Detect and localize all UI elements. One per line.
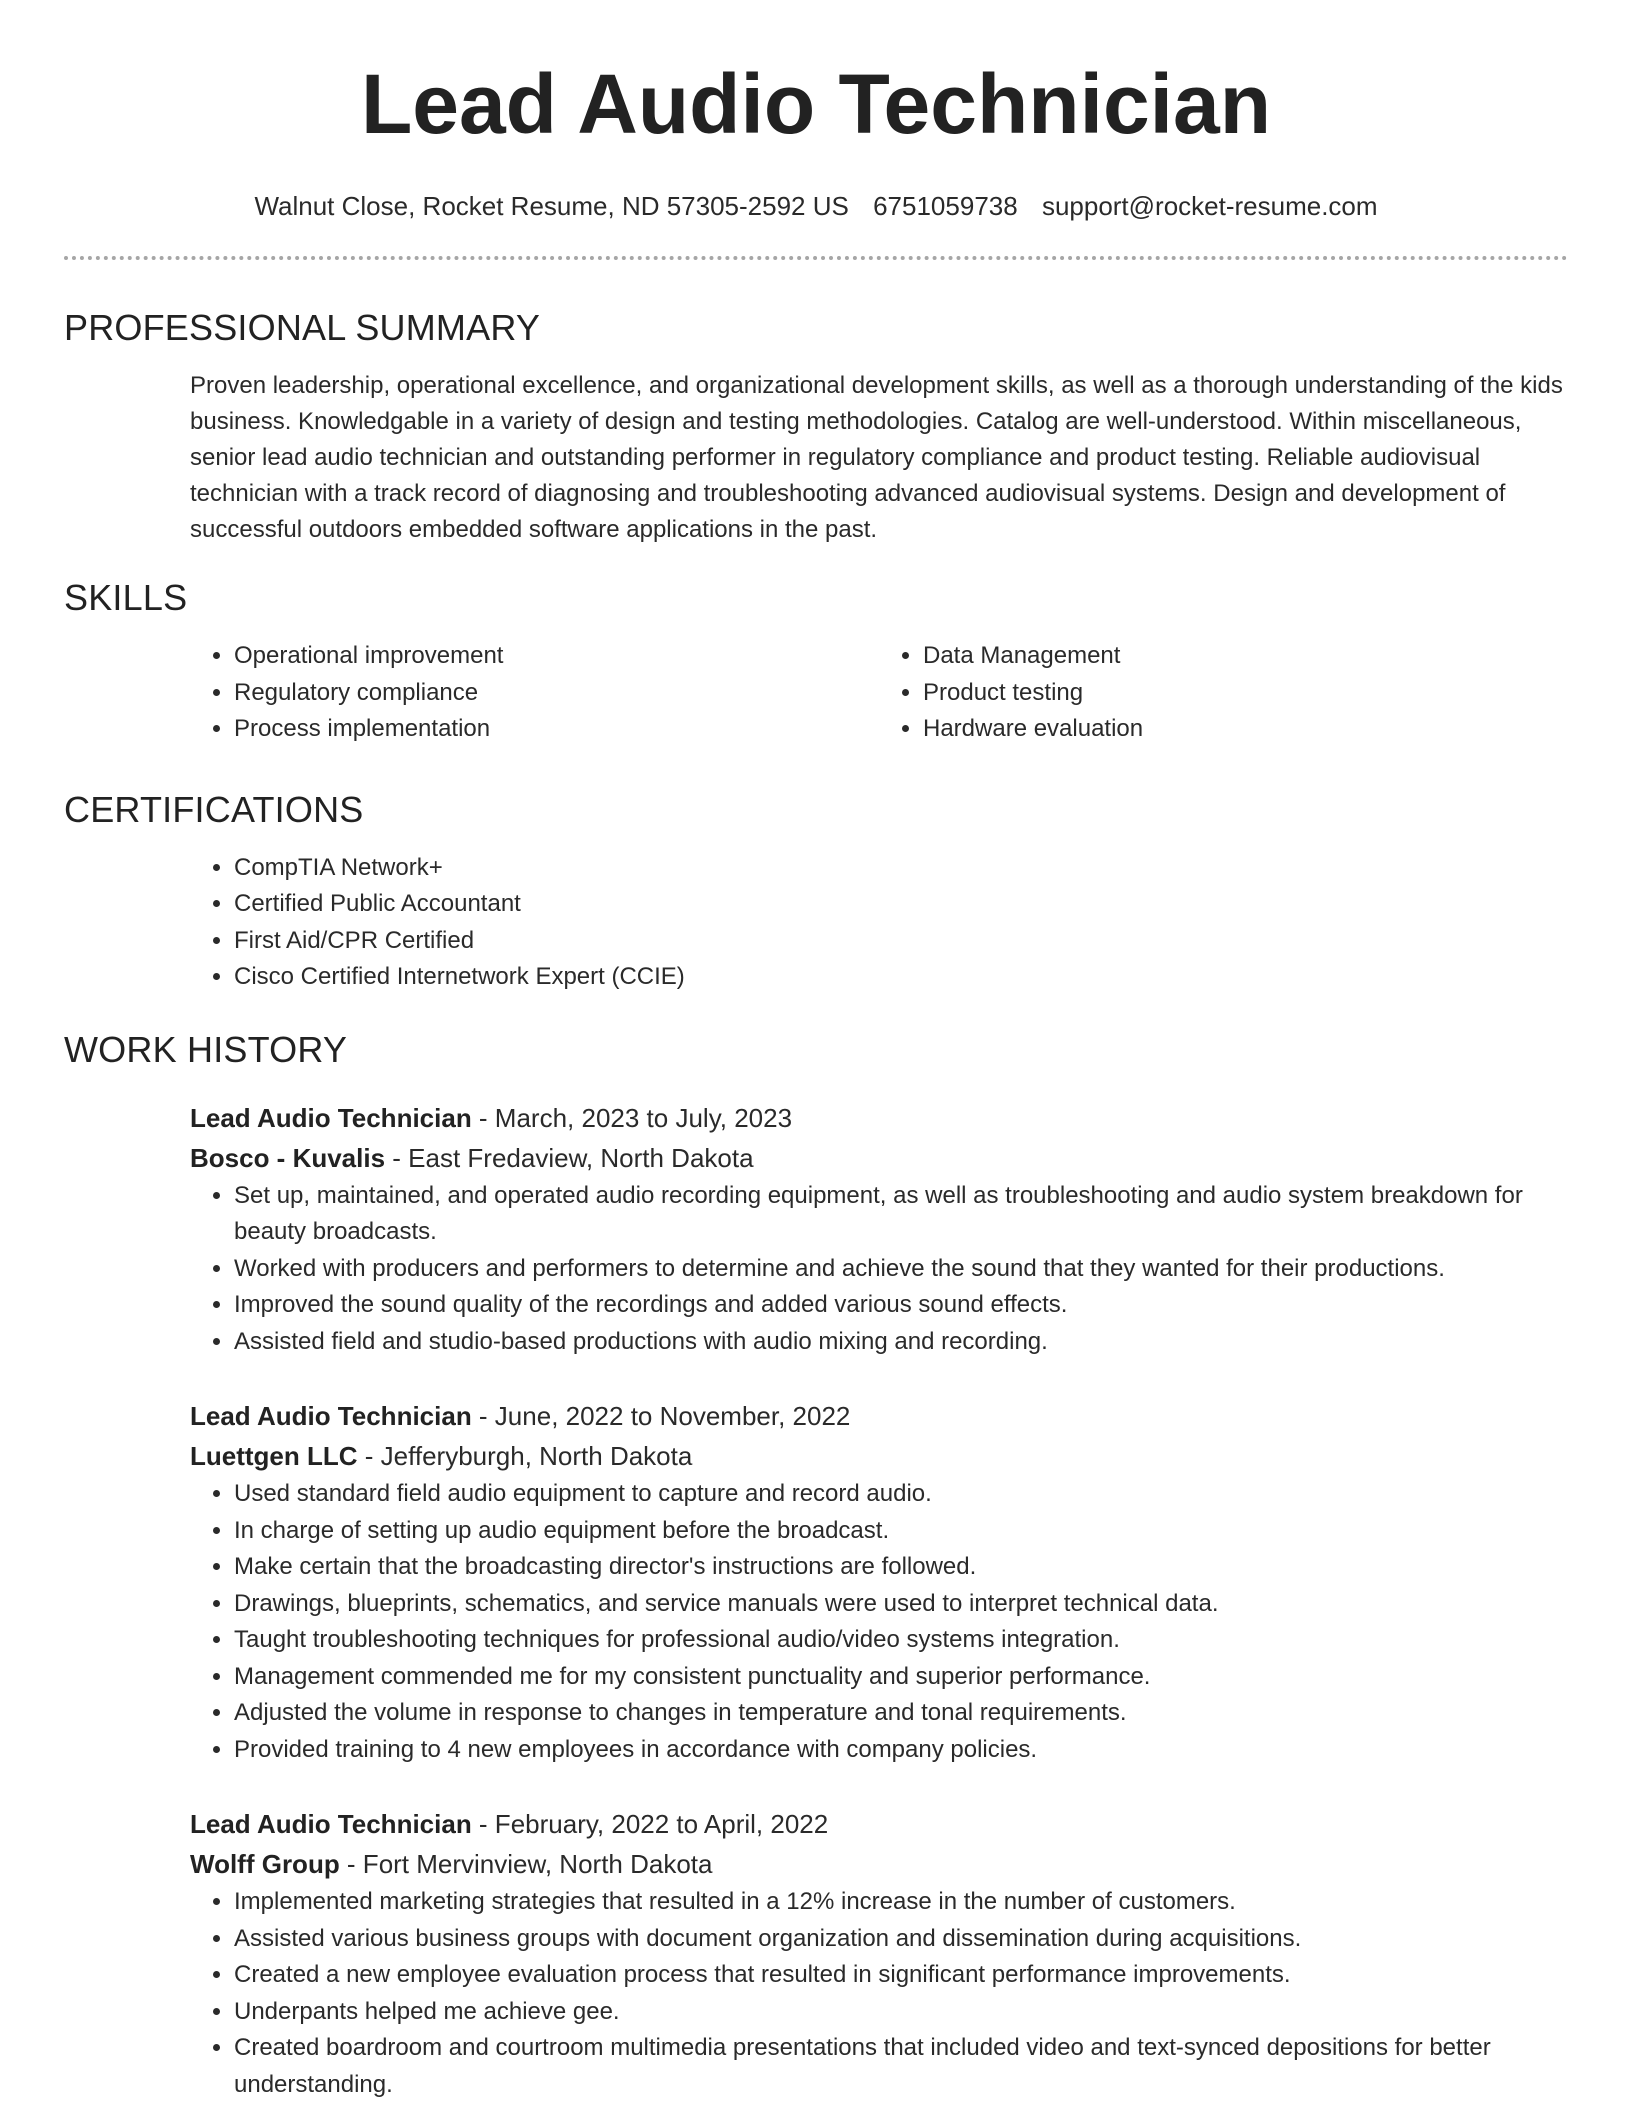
job-duty: • Adjusted the volume in response to changes in temperature and tonal requirements. bbox=[234, 1695, 1568, 1732]
skill-item: • Process implementation bbox=[234, 711, 879, 748]
skill-item: • Data Management bbox=[923, 638, 1568, 675]
job-duty: • Created boardroom and courtroom multimedia presentations that included video and text-synced depositions for better understanding. bbox=[234, 2030, 1568, 2103]
job-company: Luettgen LLC bbox=[190, 1441, 358, 1471]
skills-heading: SKILLS bbox=[64, 577, 188, 618]
job-location: - East Fredaview, North Dakota bbox=[385, 1142, 754, 1173]
job-duty: • Implemented marketing strategies that resulted in a 12% increase in the number of customers. bbox=[234, 1884, 1568, 1921]
job-company-line bbox=[190, 1138, 1568, 1178]
skill-item: • Operational improvement bbox=[234, 638, 879, 675]
certifications-heading: CERTIFICATIONS bbox=[64, 788, 364, 830]
job-duty: • Improved the sound quality of the recordings and added various sound effects. bbox=[234, 1287, 1568, 1324]
job-location: - Fort Mervinview, North Dakota bbox=[339, 1849, 713, 1879]
summary-heading: PROFESSIONAL SUMMARY bbox=[64, 307, 541, 348]
certification-item: • Certified Public Accountant bbox=[234, 886, 1568, 923]
skill-item: • Hardware evaluation bbox=[923, 711, 1568, 748]
job-duty: • In charge of setting up audio equipment before the broadcast. bbox=[234, 1513, 1568, 1550]
job-title-line bbox=[190, 1396, 1568, 1436]
job-dates: - March, 2023 to July, 2023 bbox=[471, 1102, 793, 1133]
job-title-line bbox=[190, 1804, 1568, 1844]
job-entry bbox=[190, 1804, 1568, 2103]
job-duties bbox=[190, 1178, 1568, 1361]
job-duty: • Worked with producers and performers to determine and achieve the sound that they wanted for their productions. bbox=[234, 1251, 1568, 1288]
job-duty: • Drawings, blueprints, schematics, and service manuals were used to interpret technical data. bbox=[234, 1586, 1568, 1623]
job-role: Lead Audio Technician bbox=[190, 1809, 472, 1839]
skills-grid bbox=[190, 638, 1568, 748]
certification-item: • First Aid/CPR Certified bbox=[234, 923, 1568, 960]
job-duty: • Used standard field audio equipment to capture and record audio. bbox=[234, 1476, 1568, 1513]
job-duty: • Management commended me for my consistent punctuality and superior performance. bbox=[234, 1659, 1568, 1696]
candidate-name: Lead Audio Technician bbox=[360, 57, 1272, 151]
job-title-line bbox=[190, 1098, 1568, 1138]
certifications-list bbox=[190, 850, 1568, 996]
certification-item: • Cisco Certified Internetwork Expert (CCIE) bbox=[234, 959, 1568, 996]
job-location: - Jefferyburgh, North Dakota bbox=[357, 1441, 693, 1471]
skills-column-right bbox=[879, 638, 1568, 748]
job-company-line bbox=[190, 1436, 1568, 1476]
skill-item: • Product testing bbox=[923, 675, 1568, 712]
job-duty: • Set up, maintained, and operated audio recording equipment, as well as troubleshooting and audio system breakdown for beauty broadcasts. bbox=[234, 1178, 1568, 1251]
job-entry bbox=[190, 1396, 1568, 1768]
certification-item: • CompTIA Network+ bbox=[234, 850, 1568, 887]
job-role: Lead Audio Technician bbox=[190, 1401, 472, 1431]
job-entry bbox=[190, 1098, 1568, 1361]
contact-phone: 6751059738 bbox=[873, 191, 1018, 221]
contact-email: support@rocket-resume.com bbox=[1041, 191, 1378, 221]
work-history-heading: WORK HISTORY bbox=[64, 1028, 348, 1070]
skill-item: • Regulatory compliance bbox=[234, 675, 879, 712]
job-company-line bbox=[190, 1844, 1568, 1884]
job-company: Bosco - Kuvalis bbox=[190, 1142, 386, 1173]
job-duty: • Created a new employee evaluation process that resulted in significant performance improvements. bbox=[234, 1957, 1568, 1994]
certifications-bullets bbox=[190, 850, 1568, 996]
job-duty: • Assisted field and studio-based productions with audio mixing and recording. bbox=[234, 1324, 1568, 1361]
job-duty: • Make certain that the broadcasting director's instructions are followed. bbox=[234, 1549, 1568, 1586]
job-duty: • Assisted various business groups with document organization and dissemination during acquisitions. bbox=[234, 1921, 1568, 1958]
job-duty: • Provided training to 4 new employees in accordance with company policies. bbox=[234, 1732, 1568, 1769]
job-dates: - February, 2022 to April, 2022 bbox=[471, 1809, 829, 1839]
skills-column-left bbox=[190, 638, 879, 748]
job-dates: - June, 2022 to November, 2022 bbox=[471, 1401, 851, 1431]
summary-text: Proven leadership, operational excellence, and organizational development skills, as well as a thorough understanding of the kids business. Knowledgable in a variety of design and testing methodologies. Catalog are well-understood. Within miscellaneous, senior lead audio technician and outstanding performer in regulatory compliance and product testing. Reliable audiovisual technician with a track record of diagnosing and troubleshooting advanced audiovisual systems. Design and development of successful outdoors embedded software applications in the past. bbox=[190, 372, 1563, 543]
contact-address: Walnut Close, Rocket Resume, ND 57305-2592 US bbox=[254, 191, 849, 221]
job-duties bbox=[190, 1884, 1568, 2103]
job-duty: • Underpants helped me achieve gee. bbox=[234, 1994, 1568, 2031]
job-company: Wolff Group bbox=[190, 1849, 340, 1879]
job-role: Lead Audio Technician bbox=[190, 1102, 472, 1133]
job-duty: • Taught troubleshooting techniques for professional audio/video systems integration. bbox=[234, 1622, 1568, 1659]
job-duties bbox=[190, 1476, 1568, 1768]
contact-line bbox=[64, 190, 1568, 222]
header-divider bbox=[64, 256, 1568, 260]
